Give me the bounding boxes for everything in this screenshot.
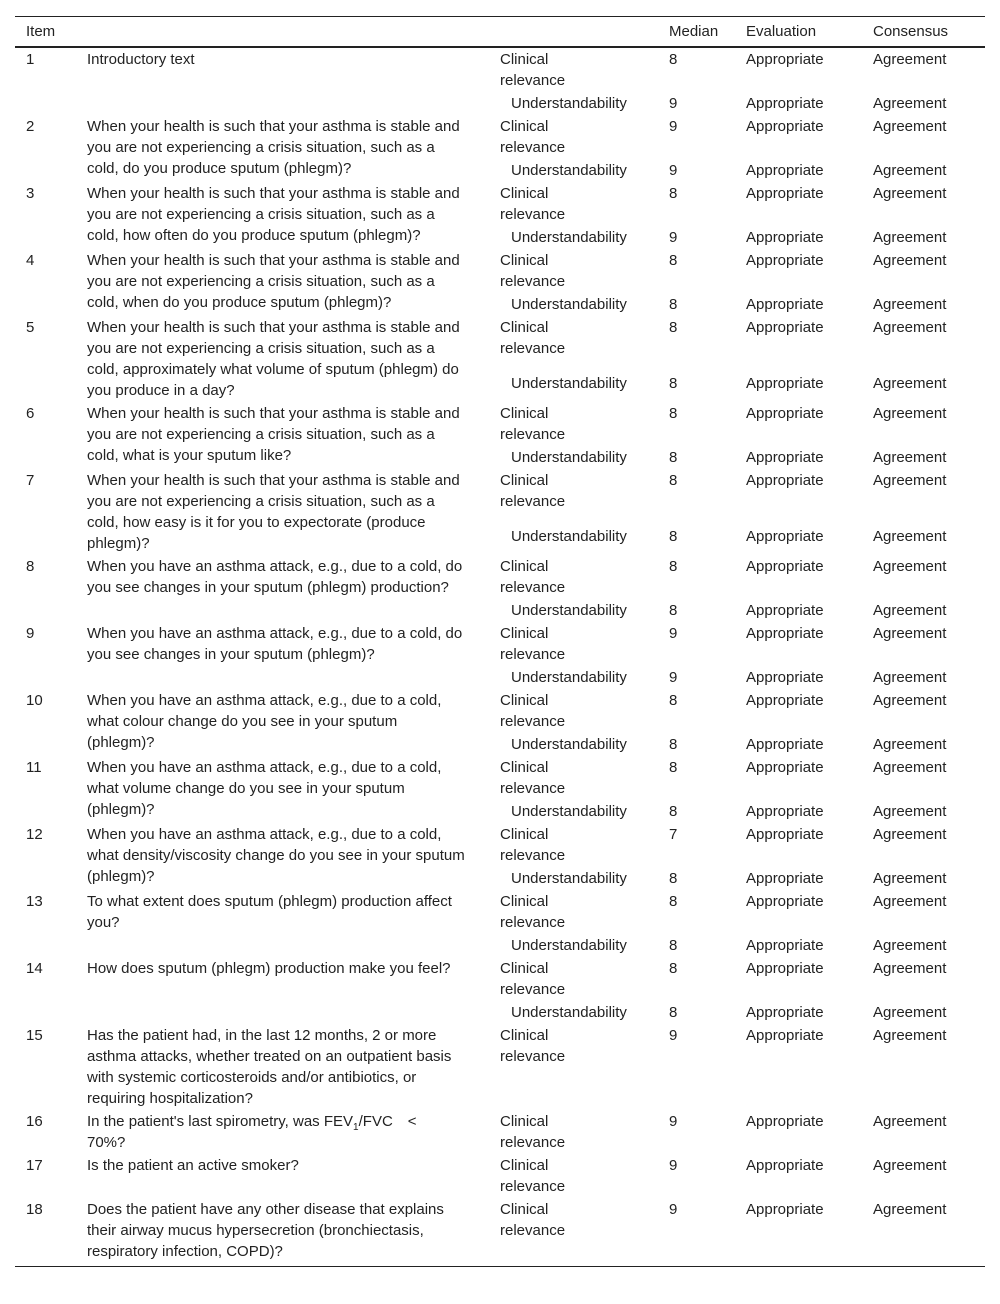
criterion — [500, 733, 669, 756]
criterion-label: Clinical relevance — [500, 472, 566, 510]
item-number: 17 — [26, 1157, 43, 1174]
criterion-label: Clinical relevance — [500, 1157, 566, 1195]
consensus-value: Agreement — [873, 803, 947, 820]
consensus-value: Agreement — [873, 319, 947, 336]
median-value: 9 — [669, 95, 678, 112]
item-text — [87, 1024, 500, 1110]
consensus-value: Agreement — [873, 602, 947, 619]
criterion — [500, 316, 669, 372]
median-value: 8 — [669, 558, 678, 575]
median-value: 8 — [669, 296, 678, 313]
item-text-main: When your health is such that your asthma is stable and you are not experiencing a crisis situation, such as a cold, what is your sputum like? — [87, 405, 460, 464]
evaluation-value: Appropriate — [746, 558, 824, 575]
consensus-value: Agreement — [873, 937, 947, 954]
consensus-value: Agreement — [873, 1113, 947, 1130]
criterion — [500, 469, 669, 525]
median-value: 7 — [669, 826, 678, 843]
evaluation-value: Appropriate — [746, 405, 824, 422]
evaluation-value: Appropriate — [746, 826, 824, 843]
item-text-main: When you have an asthma attack, e.g., due to a cold, what density/viscosity change do you see in your sputum (phlegm)? — [87, 826, 465, 885]
table-row — [15, 957, 985, 1001]
criterion-label: Clinical relevance — [500, 405, 566, 443]
consensus-value: Agreement — [873, 472, 947, 489]
median-value: 8 — [669, 893, 678, 910]
consensus-value: Agreement — [873, 229, 947, 246]
consensus-value: Agreement — [873, 870, 947, 887]
item-text-main: How does sputum (phlegm) production make you feel? — [87, 960, 451, 977]
criterion — [500, 92, 669, 115]
item-text-main: When your health is such that your asthma is stable and you are not experiencing a crisis situation, such as a cold, do you produce sputum (phlegm)? — [87, 118, 460, 177]
median-value: 9 — [669, 1113, 678, 1130]
item-text — [87, 555, 500, 622]
median-value: 8 — [669, 405, 678, 422]
median-value: 9 — [669, 1157, 678, 1174]
evaluation-value: Appropriate — [746, 893, 824, 910]
criterion-label: Understandability — [511, 229, 627, 246]
item-text-fev: FEV — [323, 1113, 354, 1130]
criterion — [500, 1110, 669, 1154]
median-value: 9 — [669, 1201, 678, 1218]
consensus-value: Agreement — [873, 669, 947, 686]
criterion-label: Understandability — [511, 162, 627, 179]
criterion — [500, 890, 669, 934]
criterion — [500, 1154, 669, 1198]
median-value: 9 — [669, 669, 678, 686]
evaluation-value: Appropriate — [746, 602, 824, 619]
consensus-value: Agreement — [873, 1027, 947, 1044]
evaluation-value: Appropriate — [746, 229, 824, 246]
table-header-row — [15, 17, 985, 48]
criterion-label: Clinical relevance — [500, 826, 566, 864]
consensus-value: Agreement — [873, 528, 947, 546]
item-text — [87, 316, 500, 402]
criterion-label: Clinical relevance — [500, 759, 566, 797]
evaluation-value: Appropriate — [746, 1201, 824, 1218]
criterion — [500, 226, 669, 249]
median-value: 8 — [669, 937, 678, 954]
median-value: 9 — [669, 625, 678, 642]
criterion-label: Understandability — [511, 870, 627, 887]
criterion-label: Understandability — [511, 375, 627, 393]
item-number: 18 — [26, 1201, 43, 1218]
criterion-label: Understandability — [511, 528, 627, 546]
criterion-label: Understandability — [511, 669, 627, 686]
item-number: 7 — [26, 472, 35, 489]
item-number: 11 — [26, 759, 42, 776]
evaluation-value: Appropriate — [746, 185, 824, 202]
criterion — [500, 159, 669, 182]
median-value: 8 — [669, 870, 678, 887]
criterion — [500, 666, 669, 689]
criterion-label: Clinical relevance — [500, 118, 566, 156]
criterion — [500, 1001, 669, 1024]
item-text-main: When your health is such that your asthma is stable and you are not experiencing a crisis situation, such as a cold, how often do you produce sputum (phlegm)? — [87, 185, 460, 244]
consensus-value: Agreement — [873, 558, 947, 575]
evaluation-value: Appropriate — [746, 296, 824, 313]
item-text-main: When your health is such that your asthma is stable and you are not experiencing a crisis situation, such as a cold, when do you produce sputum (phlegm)? — [87, 252, 460, 311]
table-row — [15, 890, 985, 934]
table-row — [15, 622, 985, 666]
evaluation-value: Appropriate — [746, 1027, 824, 1044]
header-text — [87, 17, 500, 48]
criterion — [500, 402, 669, 446]
median-value: 8 — [669, 1004, 678, 1021]
consensus-value: Agreement — [873, 95, 947, 112]
criterion-label: Understandability — [511, 803, 627, 820]
evaluation-value: Appropriate — [746, 162, 824, 179]
item-text-main: To what extent does sputum (phlegm) production affect you? — [87, 893, 452, 931]
table-row — [15, 402, 985, 446]
criterion-label: Understandability — [511, 1004, 627, 1021]
item-text — [87, 249, 500, 316]
criterion — [500, 823, 669, 867]
evaluation-value: Appropriate — [746, 736, 824, 753]
median-value: 8 — [669, 252, 678, 269]
criterion — [500, 182, 669, 226]
criterion-label: Clinical relevance — [500, 692, 566, 730]
evaluation-value: Appropriate — [746, 1113, 824, 1130]
table-row — [15, 689, 985, 733]
criterion-label: Understandability — [511, 602, 627, 619]
consensus-value: Agreement — [873, 185, 947, 202]
item-text-main: Does the patient have any other disease that explains their airway mucus hypersecretion (bronchiectasis, respiratory infection, COPD)? — [87, 1201, 444, 1260]
criterion — [500, 800, 669, 823]
median-value: 8 — [669, 185, 678, 202]
item-number: 9 — [26, 625, 35, 642]
median-value: 9 — [669, 229, 678, 246]
item-number: 1 — [26, 51, 35, 68]
item-text — [87, 115, 500, 182]
table-row — [15, 115, 985, 159]
evaluation-value: Appropriate — [746, 252, 824, 269]
evaluation-value: Appropriate — [746, 960, 824, 977]
evaluation-value: Appropriate — [746, 759, 824, 776]
criterion-label: Clinical relevance — [500, 625, 566, 663]
table-row — [15, 469, 985, 525]
consensus-value: Agreement — [873, 736, 947, 753]
item-number: 13 — [26, 893, 43, 910]
median-value: 8 — [669, 375, 678, 393]
header-consensus: Consensus — [873, 17, 985, 48]
median-value: 9 — [669, 162, 678, 179]
item-number: 12 — [26, 826, 43, 843]
item-number: 10 — [26, 692, 43, 709]
criterion — [500, 957, 669, 1001]
header-median: Median — [669, 17, 746, 48]
table-row — [15, 1154, 985, 1198]
median-value: 8 — [669, 803, 678, 820]
median-value: 8 — [669, 602, 678, 619]
item-number: 15 — [26, 1027, 43, 1044]
table-row — [15, 249, 985, 293]
header-item: Item — [15, 17, 87, 48]
median-value: 8 — [669, 736, 678, 753]
item-number: 6 — [26, 405, 35, 422]
consensus-value: Agreement — [873, 1157, 947, 1174]
criterion — [500, 293, 669, 316]
consensus-value: Agreement — [873, 449, 947, 466]
item-text-main: Has the patient had, in the last 12 months, 2 or more asthma attacks, whether treated on an outpatient basis with systemic corticosteroids and/or antibiotics, or requiring hospitalization? — [87, 1027, 452, 1107]
header-evaluation: Evaluation — [746, 17, 873, 48]
criterion-label: Understandability — [511, 736, 627, 753]
consensus-value: Agreement — [873, 893, 947, 910]
item-text — [87, 823, 500, 890]
consensus-value: Agreement — [873, 162, 947, 179]
criterion-label: Understandability — [511, 449, 627, 466]
item-text-subscript: 1 — [353, 1122, 359, 1133]
criterion — [500, 372, 669, 402]
item-text-main: When you have an asthma attack, e.g., due to a cold, what volume change do you see in your sputum (phlegm)? — [87, 759, 442, 818]
criterion — [500, 599, 669, 622]
median-value: 8 — [669, 528, 678, 546]
evaluation-value: Appropriate — [746, 1004, 824, 1021]
criterion — [500, 555, 669, 599]
item-text — [87, 47, 500, 115]
table-row — [15, 1024, 985, 1110]
item-text — [87, 1110, 500, 1154]
criterion-label: Clinical relevance — [500, 960, 566, 998]
criterion-label: Clinical relevance — [500, 558, 566, 596]
criterion-label: Clinical relevance — [500, 319, 566, 357]
consensus-value: Agreement — [873, 296, 947, 313]
item-text — [87, 890, 500, 957]
table-row — [15, 1198, 985, 1267]
criterion — [500, 756, 669, 800]
evaluation-value: Appropriate — [746, 472, 824, 489]
item-number: 2 — [26, 118, 35, 135]
criterion — [500, 1198, 669, 1267]
item-text-main: When you have an asthma attack, e.g., due to a cold, do you see changes in your sputum (phlegm)? — [87, 625, 463, 663]
criterion-label: Clinical relevance — [500, 893, 566, 931]
consensus-value: Agreement — [873, 252, 947, 269]
criterion-label: Clinical relevance — [500, 1201, 566, 1239]
criterion-label: Clinical relevance — [500, 185, 566, 223]
table-row — [15, 555, 985, 599]
evaluation-value: Appropriate — [746, 449, 824, 466]
consensus-value: Agreement — [873, 960, 947, 977]
item-text — [87, 622, 500, 689]
median-value: 8 — [669, 319, 678, 336]
criterion — [500, 525, 669, 555]
evaluation-value: Appropriate — [746, 870, 824, 887]
item-text — [87, 957, 500, 1024]
item-number: 16 — [26, 1113, 43, 1130]
consensus-value: Agreement — [873, 692, 947, 709]
criterion — [500, 446, 669, 469]
criterion-label: Clinical relevance — [500, 51, 566, 89]
evaluation-value: Appropriate — [746, 669, 824, 686]
item-text — [87, 402, 500, 469]
item-text-main: Introductory text — [87, 51, 195, 68]
item-number: 8 — [26, 558, 35, 575]
item-number: 14 — [26, 960, 43, 977]
table-row — [15, 1110, 985, 1154]
criterion — [500, 622, 669, 666]
median-value: 8 — [669, 472, 678, 489]
criterion-label: Understandability — [511, 296, 627, 313]
criterion-label: Understandability — [511, 937, 627, 954]
criterion-label: Understandability — [511, 95, 627, 112]
consensus-value: Agreement — [873, 1201, 947, 1218]
consensus-value: Agreement — [873, 625, 947, 642]
consensus-value: Agreement — [873, 405, 947, 422]
item-text-main: When your health is such that your asthma is stable and you are not experiencing a crisis situation, such as a cold, approximately what volume of sputum (phlegm) do you produce in a day? — [87, 319, 460, 399]
median-value: 8 — [669, 960, 678, 977]
header-criterion — [500, 17, 669, 48]
item-number: 3 — [26, 185, 35, 202]
item-number: 4 — [26, 252, 35, 269]
evaluation-value: Appropriate — [746, 319, 824, 336]
evaluation-value: Appropriate — [746, 528, 824, 546]
table-row — [15, 756, 985, 800]
criterion — [500, 47, 669, 92]
item-text — [87, 689, 500, 756]
table-row — [15, 47, 985, 92]
evaluation-value: Appropriate — [746, 95, 824, 112]
criterion-label: Clinical relevance — [500, 1113, 566, 1151]
evaluation-value: Appropriate — [746, 625, 824, 642]
criterion — [500, 249, 669, 293]
median-value: 8 — [669, 449, 678, 466]
evaluation-value: Appropriate — [746, 1157, 824, 1174]
item-text — [87, 756, 500, 823]
criterion — [500, 934, 669, 957]
item-text — [87, 182, 500, 249]
item-text-main: When you have an asthma attack, e.g., due to a cold, do you see changes in your sputum (phlegm) production? — [87, 558, 463, 596]
evaluation-table — [15, 16, 985, 1267]
median-value: 9 — [669, 1027, 678, 1044]
median-value: 8 — [669, 759, 678, 776]
consensus-value: Agreement — [873, 375, 947, 393]
median-value: 8 — [669, 51, 678, 68]
item-text-main: Is the patient an active smoker? — [87, 1157, 299, 1174]
table-row — [15, 182, 985, 226]
item-number: 5 — [26, 319, 35, 336]
evaluation-value: Appropriate — [746, 803, 824, 820]
item-text-main: In the patient's last spirometry, was — [87, 1113, 320, 1130]
item-text — [87, 1154, 500, 1198]
median-value: 8 — [669, 692, 678, 709]
consensus-value: Agreement — [873, 51, 947, 68]
consensus-value: Agreement — [873, 118, 947, 135]
item-text-tail: /FVC < 70%? — [87, 1113, 432, 1151]
evaluation-value: Appropriate — [746, 692, 824, 709]
evaluation-value: Appropriate — [746, 118, 824, 135]
item-text — [87, 1198, 500, 1267]
criterion — [500, 1024, 669, 1110]
evaluation-value: Appropriate — [746, 937, 824, 954]
item-text — [87, 469, 500, 555]
consensus-value: Agreement — [873, 759, 947, 776]
item-text-main: When your health is such that your asthma is stable and you are not experiencing a crisis situation, such as a cold, how easy is it for you to expectorate (produce phlegm)? — [87, 472, 460, 552]
evaluation-value: Appropriate — [746, 51, 824, 68]
criterion — [500, 689, 669, 733]
item-text-main: When you have an asthma attack, e.g., due to a cold, what colour change do you see in your sputum (phlegm)? — [87, 692, 442, 751]
table-row — [15, 823, 985, 867]
table-row — [15, 316, 985, 372]
table-body — [15, 47, 985, 1267]
consensus-value: Agreement — [873, 1004, 947, 1021]
median-value: 9 — [669, 118, 678, 135]
evaluation-value: Appropriate — [746, 375, 824, 393]
criterion-label: Clinical relevance — [500, 1027, 566, 1065]
criterion — [500, 867, 669, 890]
criterion — [500, 115, 669, 159]
criterion-label: Clinical relevance — [500, 252, 566, 290]
consensus-value: Agreement — [873, 826, 947, 843]
